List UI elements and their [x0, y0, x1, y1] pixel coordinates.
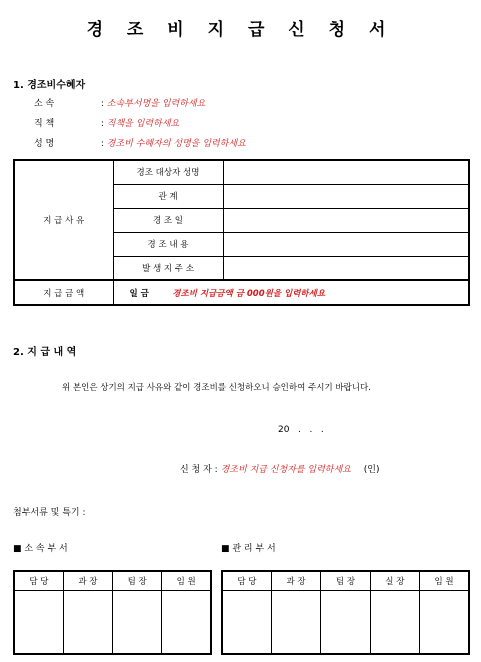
- approval-right-col-3: 실 장: [370, 571, 419, 591]
- field-relation-value[interactable]: [223, 184, 469, 208]
- applicant-row: [180, 462, 379, 475]
- department-value[interactable]: 소속부서명을 입력하세요: [106, 99, 206, 109]
- name-label: 성 명: [34, 139, 55, 149]
- recipient-department-row: [34, 96, 205, 109]
- approval-left-col-1: 과 장: [63, 571, 112, 591]
- field-target-name-label: 경조 대상자 성명: [113, 160, 223, 184]
- position-colon: :: [100, 119, 104, 129]
- department-colon: :: [100, 99, 104, 109]
- payment-reason-table: [13, 159, 470, 306]
- amount-prefix: 일 금: [129, 288, 149, 299]
- approval-right-title: ■ 관 리 부 서: [221, 544, 276, 554]
- field-address-label: 발 생 지 주 소: [113, 256, 223, 280]
- page-title: 경 조 비 지 급 신 청 서: [86, 20, 395, 40]
- seal-mark: (인): [363, 465, 380, 475]
- recipient-name-row: [34, 136, 246, 149]
- field-relation-label: 관 계: [113, 184, 223, 208]
- approval-right-sign-3[interactable]: [370, 591, 419, 655]
- approval-left-table: [13, 570, 212, 655]
- request-statement: 위 본인은 상기의 지급 사유와 같이 경조비를 신청하오니 승인하여 주시기 바랍니다.: [62, 383, 371, 393]
- approval-right-table: [221, 570, 470, 655]
- approval-right-col-0: 담 당: [222, 571, 271, 591]
- approval-left-sign-1[interactable]: [63, 591, 112, 655]
- position-value[interactable]: 직책을 입력하세요: [106, 119, 180, 129]
- approval-left-col-2: 팀 장: [113, 571, 162, 591]
- section-2-heading: 2. 지 급 내 역: [13, 347, 77, 358]
- approval-left-title: ■ 소 속 부 서: [13, 544, 68, 554]
- applicant-label: 신 청 자 :: [180, 465, 218, 475]
- approval-right-sign-2[interactable]: [321, 591, 370, 655]
- applicant-value[interactable]: 경조비 지급 신청자를 입력하세요: [220, 465, 351, 475]
- approval-left-sign-0[interactable]: [14, 591, 63, 655]
- request-date[interactable]: 20 . . .: [278, 425, 324, 435]
- payment-amount-cell[interactable]: [113, 280, 469, 305]
- section-1-heading: 1. 경조비수혜자: [13, 80, 86, 91]
- position-label: 직 책: [34, 119, 55, 129]
- field-event-content-label: 경 조 내 용: [113, 232, 223, 256]
- field-address-value[interactable]: [223, 256, 469, 280]
- approval-left-col-3: 임 원: [162, 571, 211, 591]
- approval-right-col-1: 과 장: [271, 571, 320, 591]
- field-event-content-value[interactable]: [223, 232, 469, 256]
- approval-left-col-0: 담 당: [14, 571, 63, 591]
- approval-left-sign-2[interactable]: [113, 591, 162, 655]
- approval-right-sign-0[interactable]: [222, 591, 271, 655]
- approval-right-col-4: 임 원: [420, 571, 469, 591]
- name-value[interactable]: 경조비 수혜자의 성명을 입력하세요: [106, 139, 246, 149]
- approval-right-col-2: 팀 장: [321, 571, 370, 591]
- approval-right-sign-1[interactable]: [271, 591, 320, 655]
- attachments-label: 첨부서류 및 특기 :: [13, 508, 86, 518]
- amount-value[interactable]: 경조비 지급금액 금 000원을 입력하세요: [172, 288, 326, 299]
- field-event-date-value[interactable]: [223, 208, 469, 232]
- payment-reason-label: 지 급 사 유: [14, 160, 113, 280]
- field-target-name-value[interactable]: [223, 160, 469, 184]
- department-label: 소 속: [34, 99, 55, 109]
- approval-left-sign-3[interactable]: [162, 591, 211, 655]
- recipient-position-row: [34, 116, 179, 129]
- field-event-date-label: 경 조 일: [113, 208, 223, 232]
- approval-right-sign-4[interactable]: [420, 591, 469, 655]
- name-colon: :: [100, 139, 104, 149]
- payment-amount-label: 지 급 금 액: [14, 280, 113, 305]
